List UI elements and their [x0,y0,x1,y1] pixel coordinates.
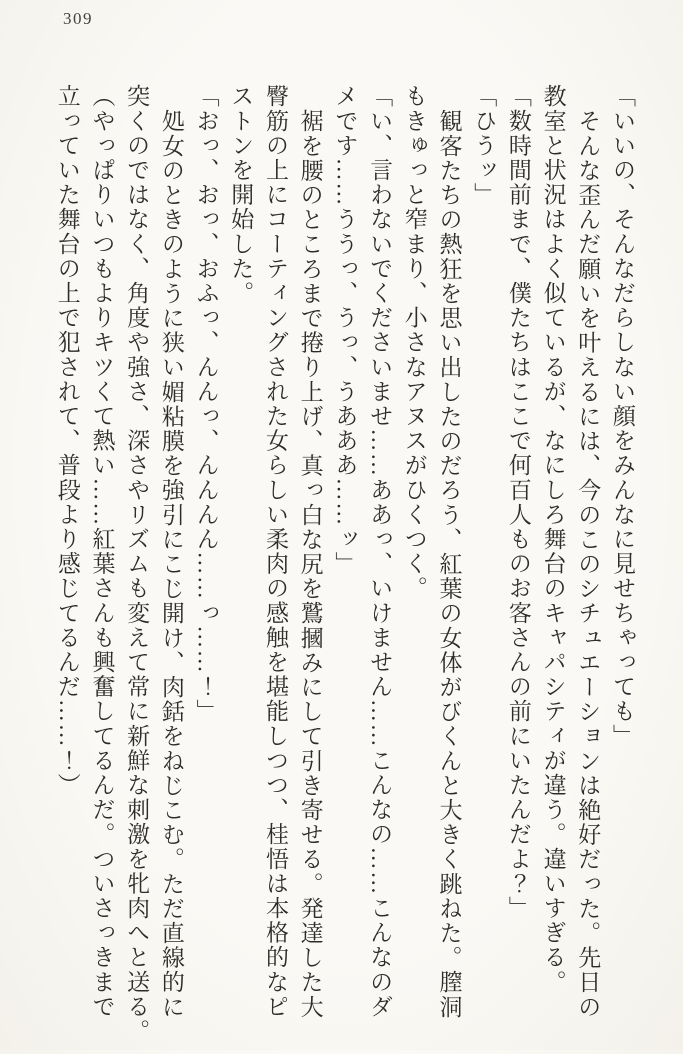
text-line: 立っていた舞台の上で犯されて、普段より感じてるんだ……！） [54,84,80,798]
text-line: メです……ううっ、うっ、うあああ……ッ」 [332,84,358,576]
text-line: 教室と状況はよく似ているが、なにしろ舞台のキャパシティが違う。違いすぎる。 [540,84,566,995]
text-line: 「いいの、そんなだらしない顔をみんなに見せちゃっても」 [610,84,635,749]
text-line: 「数時間前まで、僕たちはここで何百人ものお客さんの前にいたんだよ？」 [505,84,531,921]
text-line: 裾を腰のところまで捲り上げ、真っ白な尻を鷲摑みにして引き寄せる。発達した大 [297,109,323,1020]
text-line: 処女のときのように狭い媚粘膜を強引にこじ開け、肉銛をねじこむ。ただ直線的に [158,109,184,1020]
text-columns [49,84,639,1054]
text-line: 「い、言わないでくださいませ……ああっ、いけません……こんなの……こんなのダ [367,84,393,1019]
text-line: 突くのではなく、角度や強さ、深さやリズムも変えて常に新鮮な刺激を牝肉へと送る。 [124,84,150,1044]
page-number: 309 [63,9,93,28]
text-line: 「おっ、おっ、おふっ、んんっ、んんんん……っ……！」 [193,84,219,724]
text-line: もきゅっと窄まり、小さなアヌスがひくつく。 [401,84,427,601]
text-line: 「ひうッ」 [471,84,497,207]
text-line: ストンを開始した。 [228,84,254,306]
text-line: （やっぱりいつもよりキツくて熱い……紅葉さんも興奮してるんだ。ついさっきまで [89,84,115,1019]
text-line: そんな歪んだ願いを叶えるには、今のこのシチュエーションは絶好だった。先日の [575,109,601,1020]
text-line: 観客たちの熱狂を思い出したのだろう、紅葉の女体がびくんと大きく跳ねた。膣洞 [436,109,462,1020]
text-line: 臀筋の上にコーティングされた女らしい柔肉の感触を堪能しつつ、桂悟は本格的なピ [262,84,288,1019]
